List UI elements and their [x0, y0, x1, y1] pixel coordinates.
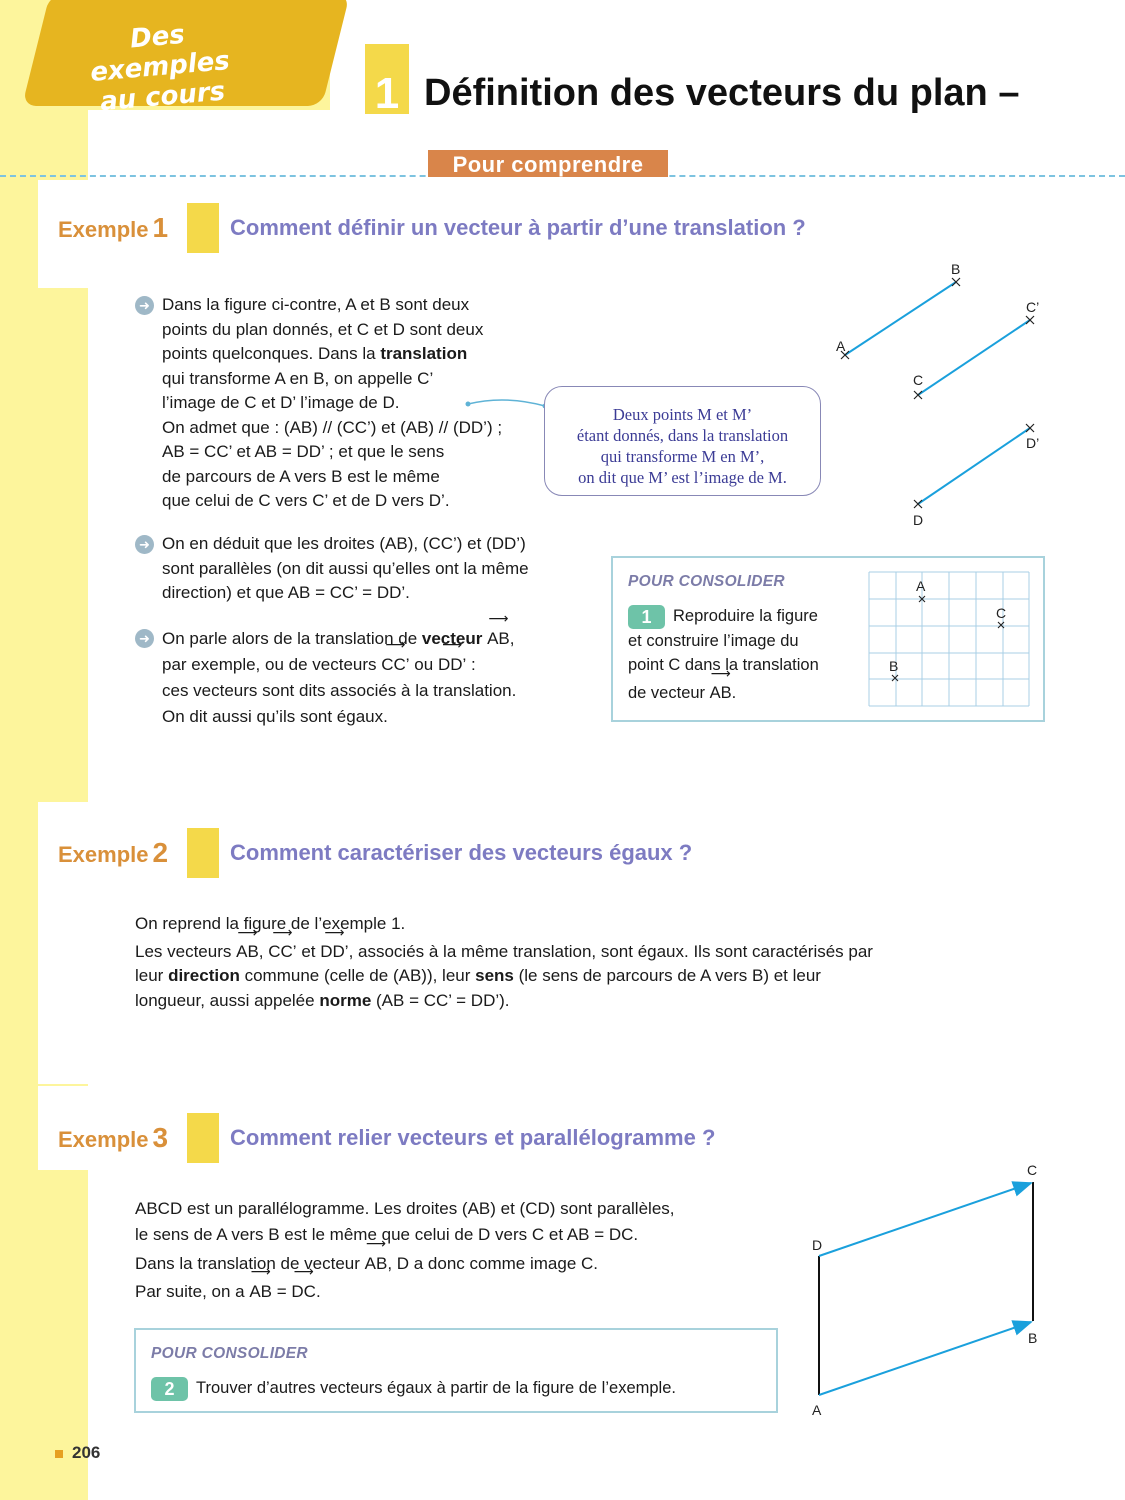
consolider-2-text: 2 Trouver d’autres vecteurs égaux à partir de la figure de l’exemple. [151, 1376, 771, 1401]
exercise-number: 1 [628, 605, 665, 629]
vector-ab: ⟶ AB [710, 681, 732, 705]
grid-label-b: B [889, 658, 899, 674]
example3-marker [187, 1113, 219, 1163]
example3-title: Comment relier vecteurs et parallélogramme ? [230, 1125, 716, 1150]
page-number-marker [55, 1450, 63, 1458]
fig1-label-a: A [836, 338, 846, 354]
translation-figure [820, 255, 1060, 535]
arrow-bullet-icon: ➜ [135, 535, 154, 554]
grid-label-a: A [916, 578, 926, 594]
arrow-bullet-icon: ➜ [135, 296, 154, 315]
fig3-label-c: C [1027, 1162, 1038, 1178]
vector-cc: ⟶ CC’ [268, 940, 296, 965]
chapter-tab-label [56, 13, 263, 120]
example1-label: Exemple 1 [58, 212, 169, 243]
fig3-label-d: D [812, 1237, 823, 1253]
consolider-title: POUR CONSOLIDER [628, 573, 785, 590]
example2-label: Exemple 2 [58, 837, 169, 868]
vector-dd: ⟶ DD’ [320, 940, 348, 965]
consolider-1-text: 1 Reproduire la figure et construire l’image du point C dans la translation de vecteur ⟶ AB. [628, 604, 858, 705]
example3-text: ABCD est un parallélogramme. Les droites (AB) et (CD) sont parallèles, le sens de A vers B est le même que celui de D vers C et AB = DC. Dans la translation de vecteur ⟶ AB, D a donc comme image C. Par suite, on a ⟶ AB = ⟶ DC. [135, 1196, 775, 1305]
grid-figure [868, 571, 1034, 709]
consolider-box-2 [134, 1328, 778, 1413]
definition-bubble: Deux points M et M’ étant donnés, dans la translation qui transforme M en M’, on dit que M’ est l’image de M. [544, 386, 821, 496]
fig1-label-c: C [913, 372, 924, 388]
vector-cc: ⟶ CC’ [381, 652, 409, 678]
fig1-label-b: B [951, 261, 961, 277]
vector-ab: ⟶ AB [236, 940, 259, 965]
consolider-title: POUR CONSOLIDER [151, 1345, 308, 1362]
vector-dd: ⟶ DD’ [438, 652, 466, 678]
parallelogram-figure [800, 1158, 1060, 1423]
consolider-box-1 [611, 556, 1045, 722]
example2-title: Comment caractériser des vecteurs égaux ? [230, 840, 693, 865]
fig1-label-d: D [913, 512, 924, 528]
tab-line-1: Des exemples [89, 19, 231, 89]
example1-bullet-1: ➜ Dans la figure ci-contre, A et B sont deux points du plan donnés, et C et D sont deux points quelconques. Dans la translation qui transforme A en B, on appelle C’ l’image de C et D’ l’image de D. On admet que : (AB) // (CC’) et (AB) // (DD’) ; AB = CC’ et AB = DD’ ; et que le sens de parcours de A vers B est le même que celui de C vers C’ et de D vers D’. [162, 293, 562, 514]
example1-bullet-2: ➜ On en déduit que les droites (AB), (CC’) et (DD’) sont parallèles (on dit aussi qu’elles ont la même direction) et que AB = CC’ = DD’. [162, 532, 592, 606]
tab-line-2: au cours [98, 76, 227, 118]
fig3-label-a: A [812, 1402, 822, 1418]
vector-dc: ⟶ DC [291, 1279, 316, 1305]
vector-ab: ⟶ AB [365, 1251, 388, 1277]
fig1-label-c-prime: C’ [1026, 299, 1040, 315]
example2-marker [187, 828, 219, 878]
section-label: Pour comprendre [428, 150, 668, 177]
example3-label: Exemple 3 [58, 1122, 169, 1153]
fig1-label-d-prime: D’ [1026, 435, 1040, 451]
section-number: 1 [365, 44, 409, 114]
example1-title: Comment définir un vecteur à partir d’une translation ? [230, 215, 806, 240]
arrow-bullet-icon: ➜ [135, 629, 154, 648]
fig3-label-b: B [1028, 1330, 1038, 1346]
page-number: 206 [72, 1443, 101, 1462]
vector-ab: ⟶ AB [249, 1279, 272, 1305]
example1-bullet-3: ➜ On parle alors de la translation de vecteur ⟶ AB, par exemple, ou de vecteurs ⟶ CC’ ou ⟶ DD’ : ces vecteurs sont dits associés à la translation. On dit aussi qu’ils sont égaux. [162, 626, 592, 730]
example1-marker [187, 203, 219, 253]
grid-label-c: C [996, 605, 1007, 621]
page-title: Définition des vecteurs du plan – [424, 72, 1020, 114]
vector-ab: ⟶ AB [487, 626, 510, 652]
exercise-number: 2 [151, 1377, 188, 1401]
example2-text: On reprend la figure de l’exemple 1. Les vecteurs ⟶ AB, ⟶ CC’ et ⟶ DD’, associés à la même translation, sont égaux. Ils sont caractérisés par leur direction commune (celle de (AB)), leur sens (le sens de parcours de A vers B) et leur longueur, aussi appelée norme (AB = CC’ = DD’). [135, 912, 955, 1013]
